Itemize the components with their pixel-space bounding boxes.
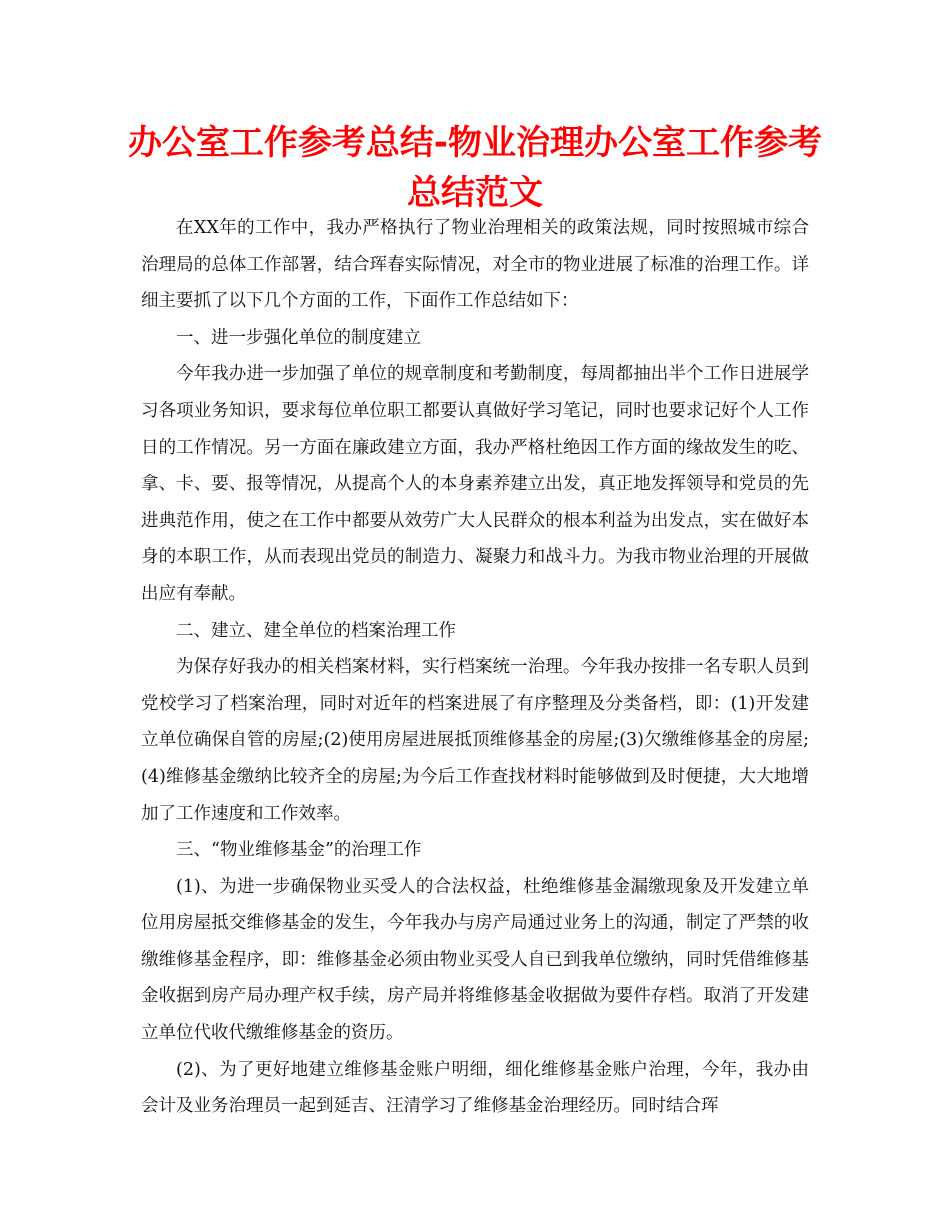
section-2-paragraph: 为保存好我办的相关档案材料，实行档案统一治理。今年我办按排一名专职人员到党校学习了档案治理，同时对近年的档案进展了有序整理及分类备档，即：(1)开发建立单位确保自管的房屋;(2)使用房屋进展抵顶维修基金的房屋;(3)欠缴维修基金的房屋;(4)维修基金缴纳比较齐全的房屋;为今后工作查找材料时能够做到及时便捷，大大地增加了工作速度和工作效率。 <box>141 657 809 824</box>
intro-paragraph: 在XX年的工作中，我办严格执行了物业治理相关的政策法规，同时按照城市综合治理局的总体工作部署，结合珲春实际情况，对全市的物业进展了标准的治理工作。详细主要抓了以下几个方面的工作，下面作工作总结如下： <box>141 218 809 312</box>
section-1-paragraph: 今年我办进一步加强了单位的规章制度和考勤制度，每周都抽出半个工作日进展学习各项业务知识，要求每位单位职工都要认真做好学习笔记，同时也要求记好个人工作日的工作情况。另一方面在廉政建立方面，我办严格杜绝因工作方面的缘故发生的吃、拿、卡、要、报等情况，从提高个人的本身素养建立出发，真正地发挥领导和党员的先进典范作用，使之在工作中都要从效劳广大人民群众的根本利益为出发点，实在做好本身的本职工作，从而表现出党员的制造力、凝聚力和战斗力。为我市物业治理的开展做出应有奉献。 <box>141 364 809 604</box>
document-body <box>141 210 809 1125</box>
section-heading-2: 二、建立、建全单位的档案治理工作 <box>176 620 456 641</box>
section-heading-1: 一、进一步强化单位的制度建立 <box>176 327 421 348</box>
section-heading-3: 三、“物业维修基金”的治理工作 <box>176 840 422 861</box>
document-title: 办公室工作参考总结-物业治理办公室工作参考总结范文 <box>127 123 823 213</box>
section-3-paragraph-2: (2)、为了更好地建立维修基金账户明细，细化维修基金账户治理，今年，我办由会计及业务治理员一起到延吉、汪清学习了维修基金治理经历。同时结合珲 <box>141 1059 809 1117</box>
section-3-paragraph-1: (1)、为进一步确保物业买受人的合法权益，杜绝维修基金漏缴现象及开发建立单位用房屋抵交维修基金的发生，今年我办与房产局通过业务上的沟通，制定了严禁的收缴维修基金程序，即：维修基金必须由物业买受人自已到我单位缴纳，同时凭借维修基金收据到房产局办理产权手续，房产局并将维修基金收据做为要件存档。取消了开发建立单位代收代缴维修基金的资历。 <box>141 876 809 1044</box>
